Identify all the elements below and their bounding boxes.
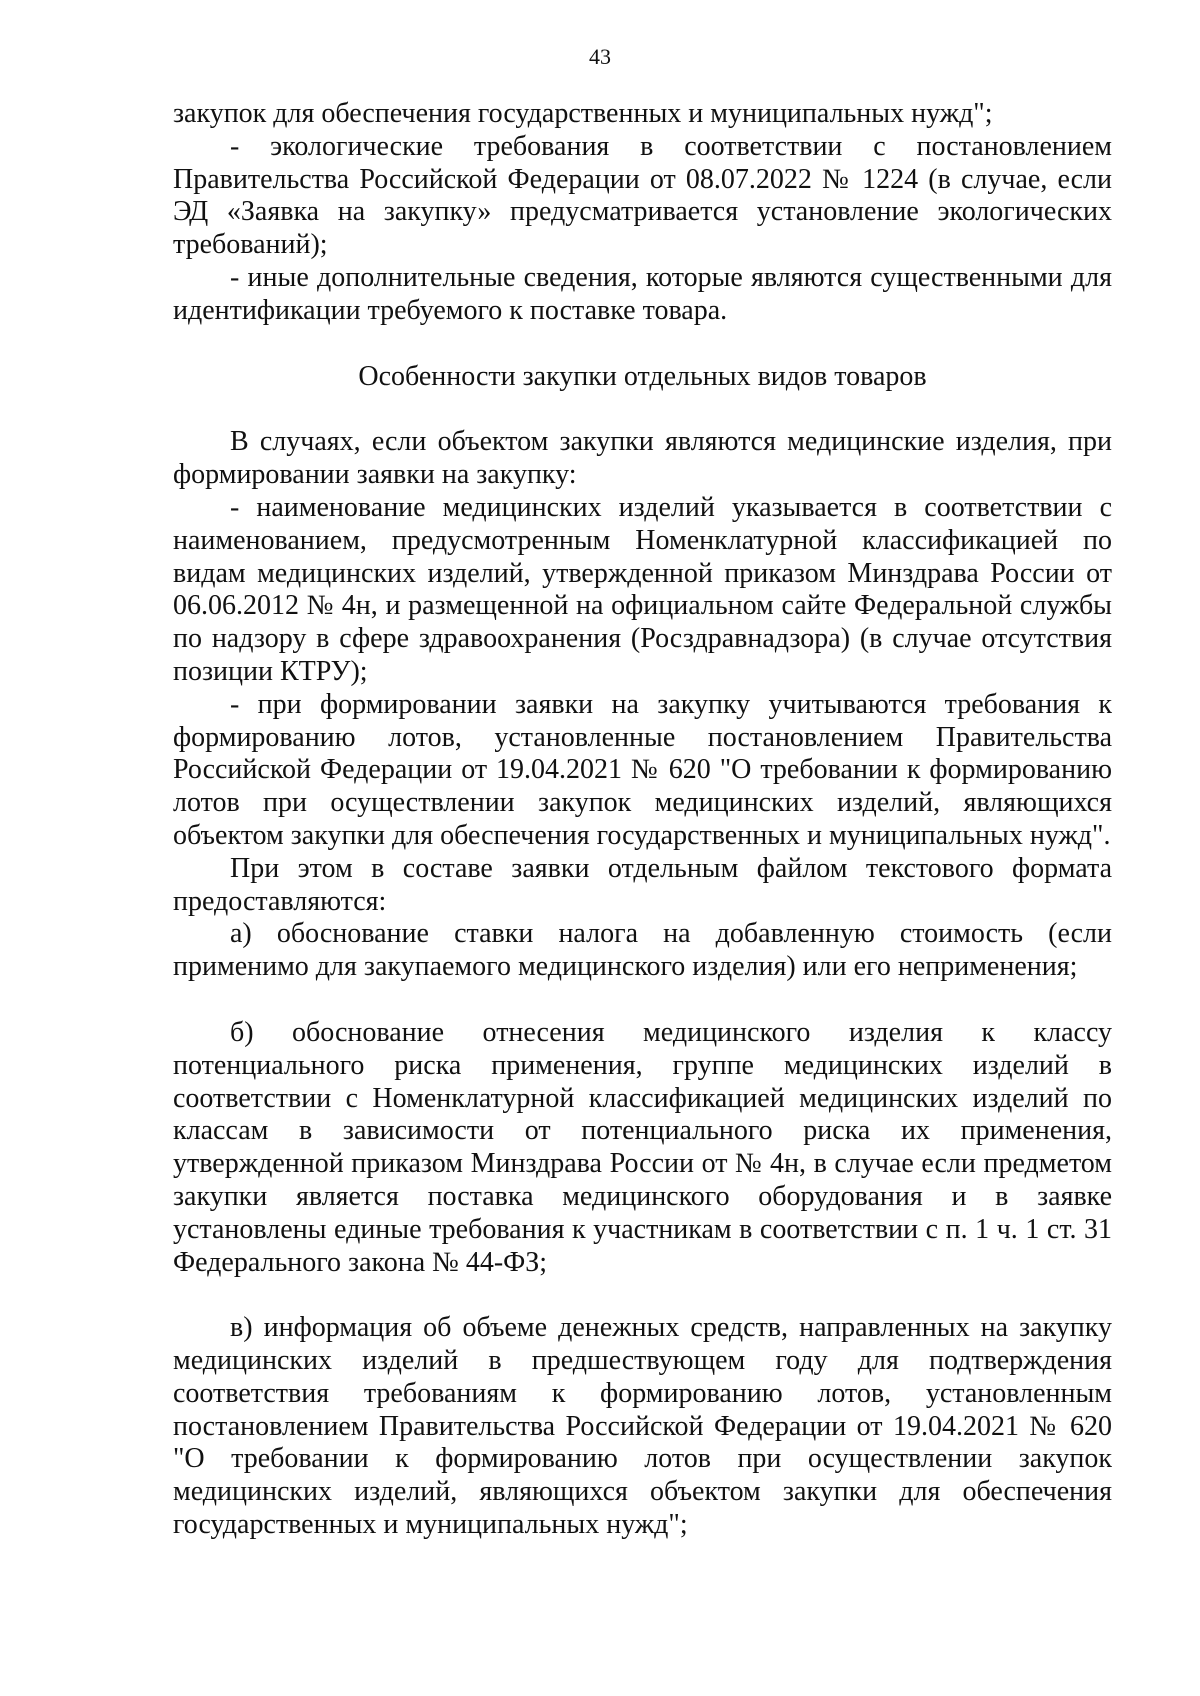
paragraph-additional-info: - иные дополнительные сведения, которые являются существенными для идентификации требуемого к поставке товара. xyxy=(173,261,1112,326)
paragraph-item-a: а) обоснование ставки налога на добавленную стоимость (если применимо для закупаемого медицинского изделия) или его неприменения; xyxy=(173,918,1112,983)
paragraph-item-c: в) информация об объеме денежных средств, направленных на закупку медицинских изделий в предшествующем году для подтверждения соответствия требованиям к формированию лотов, установленным постановлением Правительства Российской Федерации от 19.04.2021 № 620 "О требовании к формированию лотов при осуществлении закупок медицинских изделий, являющихся объектом закупки для обеспечения государственных и муниципальных нужд"; xyxy=(173,1312,1112,1541)
paragraph-item-b: б) обоснование отнесения медицинского изделия к классу потенциального риска применения, группе медицинских изделий в соответствии с Номенклатурной классификацией медицинских изделий по классам в зависимости от потенциального риска их применения, утвержденной приказом Минздрава России от № 4н, в случае если предметом закупки является поставка медицинского оборудования и в заявке установлены единые требования к участникам в соответствии с п. 1 ч. 1 ст. 31 Федерального закона № 44-ФЗ; xyxy=(173,1016,1112,1278)
paragraph-ecological-requirements: - экологические требования в соответствии с постановлением Правительства Российской Федерации от 08.07.2022 № 1224 (в случае, если ЭД «Заявка на закупку» предусматривается установление экологических требований); xyxy=(173,130,1112,261)
paragraph-continuation: закупок для обеспечения государственных и муниципальных нужд"; xyxy=(173,98,993,129)
section-heading: Особенности закупки отдельных видов товаров xyxy=(358,360,927,392)
paragraph-device-naming: - наименование медицинских изделий указывается в соответствии с наименованием, предусмотренным Номенклатурной классификацией по видам медицинских изделий, утвержденной приказом Минздрава России от 06.06.2012 № 4н, и размещенной на официальном сайте Федеральной службы по надзору в сфере здравоохранения (Росздравнадзора) (в случае отсутствия позиции КТРУ); xyxy=(173,491,1112,687)
page-number: 43 xyxy=(589,44,611,69)
paragraph-lot-requirements: - при формировании заявки на закупку учитываются требования к формированию лотов, установленные постановлением Правительства Российской Федерации от 19.04.2021 № 620 "О требовании к формированию лотов при осуществлении закупок медицинских изделий, являющихся объектом закупки для обеспечения государственных и муниципальных нужд". xyxy=(173,688,1112,851)
paragraph-medical-devices-intro: В случаях, если объектом закупки являются медицинские изделия, при формировании заявки на закупку: xyxy=(173,426,1112,491)
paragraph-separate-file: При этом в составе заявки отдельным файлом текстового формата предоставляются: xyxy=(173,852,1112,917)
document-body xyxy=(173,98,1112,1542)
